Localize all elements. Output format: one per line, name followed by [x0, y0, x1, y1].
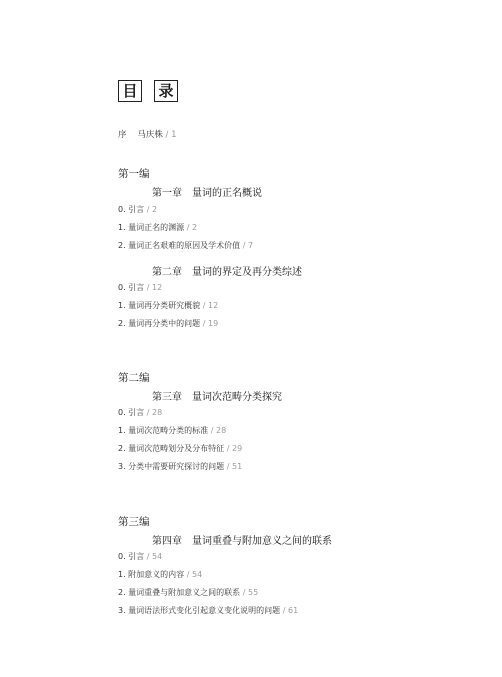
toc-entry-text: 2. 量词正名艰难的原因及学术价值 [118, 241, 241, 250]
toc-entry-text: 2. 量词再分类中的问题 [118, 319, 201, 328]
toc-entry-text: 2. 量词次范畴划分及分布特征 [118, 444, 225, 453]
toc-entry-page: / 54 [186, 570, 203, 579]
toc-entry-text: 3. 分类中需要研究探讨的问题 [118, 462, 225, 471]
preface-entry[interactable] [118, 128, 177, 140]
toc-title-char-2: 录 [154, 80, 178, 102]
part-heading: 第二编 [118, 372, 150, 384]
toc-entry[interactable] [118, 425, 226, 436]
toc-entry[interactable] [118, 222, 197, 233]
toc-entry[interactable] [118, 605, 298, 616]
part-heading: 第三编 [118, 516, 150, 528]
chapter-title[interactable]: 第三章 量词次范畴分类探究 [152, 392, 282, 403]
toc-entry-page: / 12 [146, 283, 163, 292]
toc-entry-text: 0. 引言 [118, 552, 145, 561]
toc-entry[interactable] [118, 282, 162, 293]
toc-entry-page: / 28 [146, 408, 163, 417]
toc-entry[interactable] [118, 407, 162, 418]
toc-entry-page: / 12 [202, 301, 219, 310]
toc-entry-text: 1. 附加意义的内容 [118, 570, 185, 579]
toc-entry[interactable] [118, 318, 218, 329]
toc-entry[interactable] [118, 300, 218, 311]
toc-entry-page: / 61 [282, 606, 299, 615]
preface-author: 马庆株 [137, 130, 163, 140]
toc-entry-page: / 51 [226, 462, 243, 471]
toc-entry-text: 3. 量词语法形式变化引起意义变化说明的问题 [118, 606, 281, 615]
part-heading: 第一编 [118, 168, 150, 180]
toc-entry-text: 0. 引言 [118, 205, 145, 214]
toc-entry-page: / 7 [242, 241, 254, 250]
toc-entry-text: 0. 引言 [118, 408, 145, 417]
toc-entry-text: 0. 引言 [118, 283, 145, 292]
toc-entry[interactable] [118, 240, 253, 251]
preface-page: / 1 [165, 130, 177, 140]
toc-entry-page: / 19 [202, 319, 219, 328]
toc-entry-page: / 2 [186, 223, 198, 232]
chapter-title[interactable]: 第四章 量词重叠与附加意义之间的联系 [152, 536, 332, 547]
toc-entry-page: / 2 [146, 205, 158, 214]
toc-title [118, 80, 178, 102]
toc-title-char-1: 目 [118, 80, 142, 102]
toc-entry-text: 2. 量词重叠与附加意义之间的联系 [118, 588, 241, 597]
toc-entry[interactable] [118, 461, 242, 472]
toc-entry[interactable] [118, 551, 162, 562]
toc-entry-text: 1. 量词正名的渊源 [118, 223, 185, 232]
chapter-title[interactable]: 第二章 量词的界定及再分类综述 [152, 267, 302, 278]
toc-entry[interactable] [118, 443, 242, 454]
toc-entry-page: / 54 [146, 552, 163, 561]
toc-entry-page: / 55 [242, 588, 259, 597]
toc-entry-text: 1. 量词次范畴分类的标准 [118, 426, 209, 435]
toc-entry-page: / 28 [210, 426, 227, 435]
toc-entry-page: / 29 [226, 444, 243, 453]
toc-entry[interactable] [118, 204, 157, 215]
chapter-title[interactable]: 第一章 量词的正名概说 [152, 188, 262, 199]
toc-entry-text: 1. 量词再分类研究概貌 [118, 301, 201, 310]
toc-entry[interactable] [118, 569, 202, 580]
preface-label: 序 [118, 130, 127, 140]
toc-entry[interactable] [118, 587, 258, 598]
